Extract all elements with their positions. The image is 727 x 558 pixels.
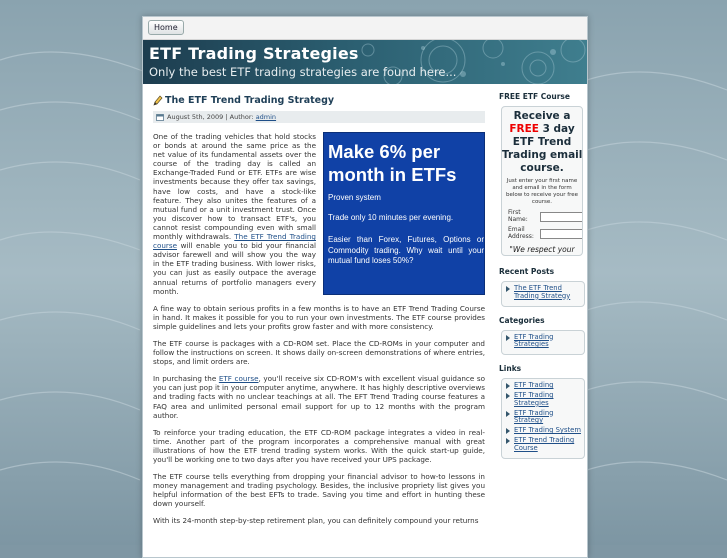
ad-line-1: Proven system [328,193,381,202]
author-link[interactable]: admin [255,113,277,121]
paragraph-2: A fine way to obtain serious profits in a few months is to have an ETF Trend Trading Course in hand. It makes it possible for you to run your own investments. The ETF course provides simple guidelines and lets your profits grow faster and with more consistency. [153,303,485,331]
post-title-text[interactable]: The ETF Trend Trading Strategy [165,95,335,106]
home-tab[interactable]: Home [148,20,184,35]
list-item[interactable]: ETF Trading Strategies [504,334,582,350]
site-tagline: Only the best ETF trading strategies are found here... [149,65,457,79]
first-name-input[interactable] [540,212,583,222]
page-container [142,16,588,558]
free-course-heading: FREE ETF Course [499,92,570,101]
top-navigation [143,17,587,40]
main-content [153,95,485,534]
ad-headline-line-1: Make 6% per [328,141,441,162]
arrow-icon [506,393,510,399]
paragraph-6: The ETF course tells everything from dropping your financial advisor to how-to lessons in money management and trading psychology. Besides, the inclusive propriety list gives you helpful information of the best EFTs to trade. Saving you time and effort in hunting these down yourself. [153,472,485,509]
site-title[interactable]: ETF Trading Strategies [149,44,359,63]
sidebar [499,92,587,468]
email-input[interactable] [540,229,583,239]
advertisement-banner[interactable] [323,132,485,295]
links-list [501,378,585,458]
calendar-icon [156,114,164,121]
list-item[interactable]: The ETF Trend Trading Strategy [504,285,582,301]
first-name-row [502,209,582,224]
email-row [502,226,582,241]
author-label: Author: [229,113,254,121]
categories-list [501,330,585,356]
ad-headline [328,140,456,186]
pencil-icon [153,95,163,106]
list-item[interactable]: ETF Trend Trading Course [504,437,582,453]
paragraph-5: To reinforce your trading education, the ETF CD-ROM package integrates a video in real-time. Another part of the program incorporates a comprehensive manual with great illustrations of how the ETF trend trading system works. With the quick start-up guide, you'll be working one to two days after you have received your UPS package. [153,427,485,464]
ad-headline-line-2: month in ETFs [328,164,457,185]
list-item[interactable]: ETF Trading System [504,427,582,435]
arrow-icon [506,428,510,434]
arrow-icon [506,438,510,444]
paragraph-7: With its 24-month step-by-step retirement plan, you can definitely compound your returns [153,516,479,526]
arrow-icon [506,286,510,292]
links-heading: Links [499,364,522,374]
recent-posts-list [501,281,585,307]
arrow-icon [506,335,510,341]
post-title[interactable] [153,95,485,108]
optin-instructions: Just enter your first name and email in the form below to receive your free course. [505,178,579,205]
optin-form: Receive a FREE 3 day ETF Trend Trading email course. Just enter your first name and email in the form below to receive your free course. First Name: Email Address: "We respect your [501,106,583,256]
list-item[interactable]: ETF Trading [504,382,582,390]
paragraph-4: In purchasing the ETF course, you'll receive six CD-ROM's with excellent visual guidance so you can just pop it in your computer anytime, anywhere. It has highly descriptive overviews and trading facts with no unclear teachings at all. The EFT Trend Trading course features a FAQ area and unlimited personal email support for up to 12 months with the program author. [153,374,485,420]
optin-free-line: FREE 3 day [509,123,575,135]
list-item[interactable]: ETF Trading Strategy [504,410,582,426]
etf-course-link[interactable]: The ETF Trend Trading course [153,232,316,251]
post-meta: August 5th, 2009 | Author: admin [153,111,485,123]
privacy-note: "We respect your [509,245,575,254]
post-body [153,132,485,526]
recent-posts-heading: Recent Posts [499,267,555,276]
arrow-icon [506,411,510,417]
email-label: Email Address: [508,226,534,240]
post-date: August 5th, 2009 [167,113,224,121]
ad-line-3: Easier than Forex, Futures, Options or Commodity trading. Why wait until your mutual fund loses 50%? [328,235,484,265]
paragraph-3: The ETF course is packages with a CD-ROM set. Place the CD-ROMs in your computer and follow the instructions on screen. It shows daily on-screen demonstrations of where entries, stops, and limit orders are. [153,338,485,367]
arrow-icon [506,383,510,389]
first-name-label: First Name: [508,209,528,223]
ad-line-2: Trade only 10 minutes per evening. [328,213,454,222]
optin-receive: Receive a [513,110,571,122]
paragraph-1: One of the trading vehicles that hold stocks or bonds at around the same price as the net value of its fundamental assets over the course of the trading day is called an Exchange-Traded Fund or ETF. ETFs are wise investments because they offer tax savings, have low costs, and have a stock-like feature. They also unites the features of a mutual fund or a unit investment trust. Once you discover how to transact ETF's, you cannot resist compounding even with small monthly withdrawals. The ETF Trend Trading course will enable you to bid your financial advisor farewell and will show you the way in the ETF trading business. With lower risks, you can just as easily outpace the average annual returns of portfolio managers every month. [153,132,316,296]
categories-heading: Categories [499,315,545,325]
list-item[interactable]: ETF Trading Strategies [504,392,582,408]
etf-course-link-2[interactable]: ETF course [218,374,259,384]
site-header [143,40,587,84]
